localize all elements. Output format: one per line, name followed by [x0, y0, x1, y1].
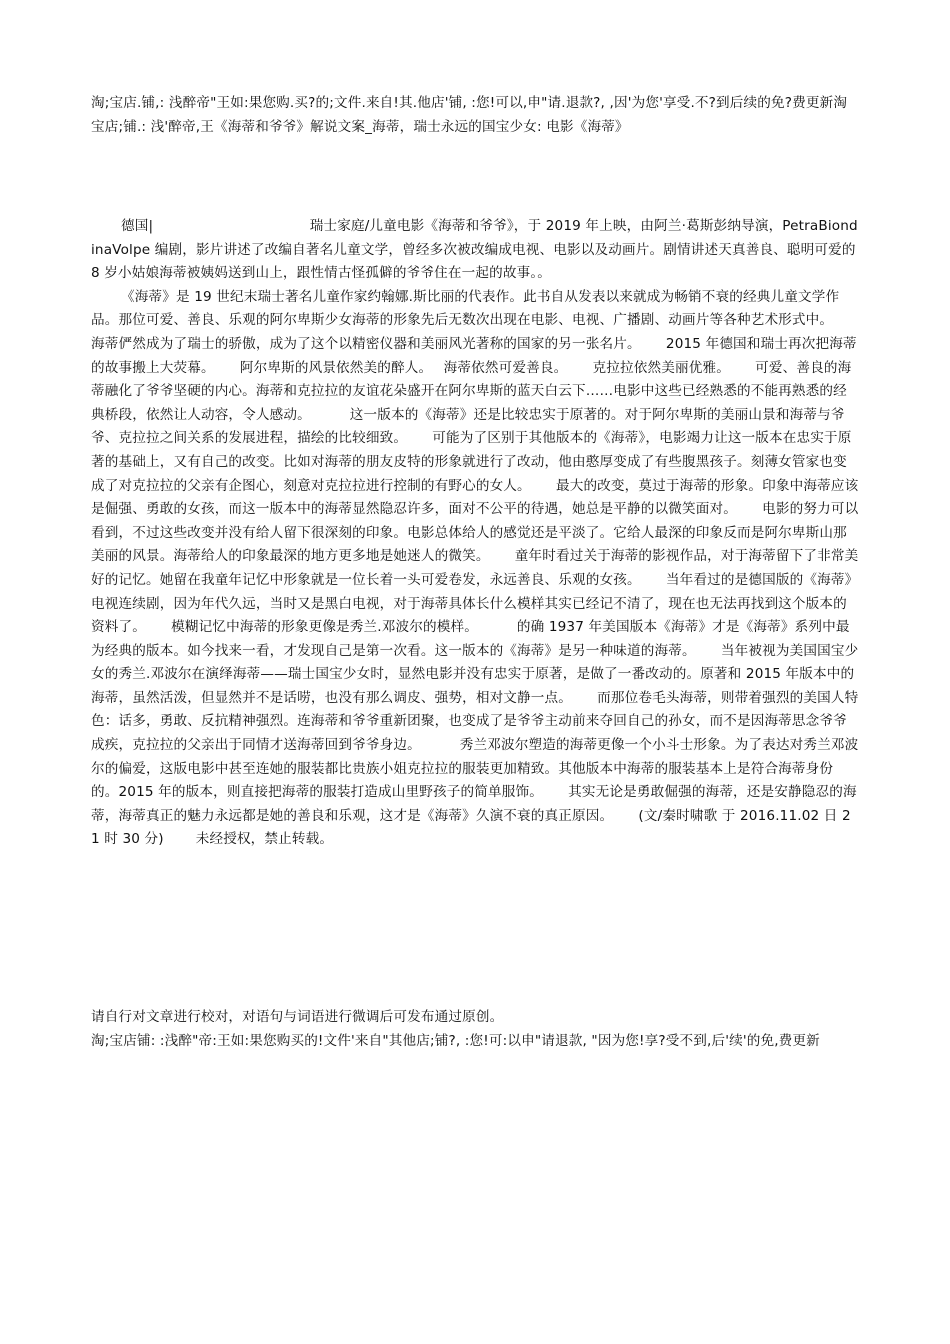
header-text: 淘;宝店.铺,: 浅醉帝"王如:果您购.买?的;文件.来自!其.他店'铺, :您!可以,申"请.退款?, ,因'为您'享受.不?到后续的免?费更新淘宝店;铺.: 浅'醉帝,王《海蒂和爷爷》解说文案_海蒂，瑞士永远的国宝少女: 电影《海蒂》: [91, 95, 848, 135]
footer-shop-text: 淘;宝店铺: :浅醉"帝:王如:果您购买的!文件'来自"其他店;铺?, :您!可:以申"请退款, "因为您!享?受不到,后'续'的免,费更新: [91, 1032, 820, 1049]
article-intro-paragraph: [91, 215, 859, 286]
footer-proofread-text: 请自行对文章进行校对，对语句与词语进行微调后可发布通过原创。: [91, 1009, 504, 1025]
header-notice: [91, 92, 859, 139]
footer-notice: [91, 1006, 859, 1053]
intro-rest: 瑞士家庭/儿童电影《海蒂和爷爷》，于 2019 年上映，由阿兰·葛斯彭纳导演，PetraBiondinaVolpe 编剧，影片讲述了改编自著名儿童文学，曾经多次被改编成电视、电影以及动画片。剧情讲述天真善良、聪明可爱的 8 岁小姑娘海蒂被姨妈送到山上，跟性情古怪孤僻的爷爷住在一起的故事。。: [91, 218, 858, 282]
intro-gap: [153, 218, 310, 234]
article-main-paragraph: 《海蒂》是 19 世纪末瑞士著名儿童作家约翰娜.斯比丽的代表作。此书自从发表以来就成为畅销不衰的经典儿童文学作品。那位可爱、善良、乐观的阿尔卑斯少女海蒂的形象先后无数次出现在电影、电视、广播剧、动画片等各种艺术形式中。 海蒂俨然成为了瑞士的骄傲，成为了这个以精密仪器和美丽风光著称的国家的另一张名片。 2015 年德国和瑞士再次把海蒂的故事搬上大荧幕。 阿尔卑斯的风景依然美的醉人。 海蒂依然可爱善良。 克拉拉依然美丽优雅。 可爱、善良的海蒂融化了爷爷坚硬的内心。海蒂和克拉拉的友谊花朵盛开在阿尔卑斯的蓝天白云下……电影中这些已经熟悉的不能再熟悉的经典桥段，依然让人动容，令人感动。 这一版本的《海蒂》还是比较忠实于原著的。对于阿尔卑斯的美丽山景和海蒂与爷爷、克拉拉之间关系的发展进程，描绘的比较细致。 可能为了区别于其他版本的《海蒂》，电影竭力让这一版本在忠实于原著的基础上，又有自己的改变。比如对海蒂的朋友皮特的形象就进行了改动，他由憨厚变成了有些腹黑孩子。刻薄女管家也变成了对克拉拉的父亲有企图心，刻意对克拉拉进行控制的有野心的女人。 最大的改变，莫过于海蒂的形象。印象中海蒂应该是倔强、勇敢的女孩，而这一版本中的海蒂显然隐忍许多，面对不公平的待遇，她总是平静的以微笑面对。 电影的努力可以看到，不过这些改变并没有给人留下很深刻的印象。电影总体给人的感觉还是平淡了。它给人最深的印象反而是阿尔卑斯山那美丽的风景。海蒂给人的印象最深的地方更多地是她迷人的微笑。 童年时看过关于海蒂的影视作品，对于海蒂留下了非常美好的记忆。她留在我童年记忆中形象就是一位长着一头可爱卷发，永远善良、乐观的女孩。 当年看过的是德国版的《海蒂》电视连续剧，因为年代久远，当时又是黑白电视，对于海蒂具体长什么模样其实已经记不清了，现在也无法再找到这个版本的资料了。 模糊记忆中海蒂的形象更像是秀兰.邓波尔的模样。 的确 1937 年美国版本《海蒂》才是《海蒂》系列中最为经典的版本。如今找来一看，才发现自己是第一次看。这一版本的《海蒂》是另一种味道的海蒂。 当年被视为美国国宝少女的秀兰.邓波尔在演绎海蒂——瑞士国宝少女时，显然电影并没有忠实于原著，是做了一番改动的。原著和 2015 年版本中的海蒂，虽然活泼，但显然并不是话唠，也没有那么调皮、强势，相对文静一点。 而那位卷毛头海蒂，则带着强烈的美国人特色：话多，勇敢、反抗精神强烈。连海蒂和爷爷重新团聚，也变成了是爷爷主动前来夺回自己的孙女，而不是因海蒂思念爷爷成疾，克拉拉的父亲出于同情才送海蒂回到爷爷身边。 秀兰邓波尔塑造的海蒂更像一个小斗士形象。为了表达对秀兰邓波尔的偏爱，这版电影中甚至连她的服装都比贵族小姐克拉拉的服装更加精致。其他版本中海蒂的服装基本上是符合海蒂身份的。2015 年的版本，则直接把海蒂的服装打造成山里野孩子的简单服饰。 其实无论是勇敢倔强的海蒂，还是安静隐忍的海蒂，海蒂真正的魅力永远都是她的善良和乐观，这才是《海蒂》久演不衰的真正原因。 (文/秦时啸歌 于 2016.11.02 日 21 时 30 分) 未经授权，禁止转载。: [91, 288, 868, 848]
intro-start: 德国|: [121, 218, 154, 234]
article-body: [91, 215, 868, 852]
